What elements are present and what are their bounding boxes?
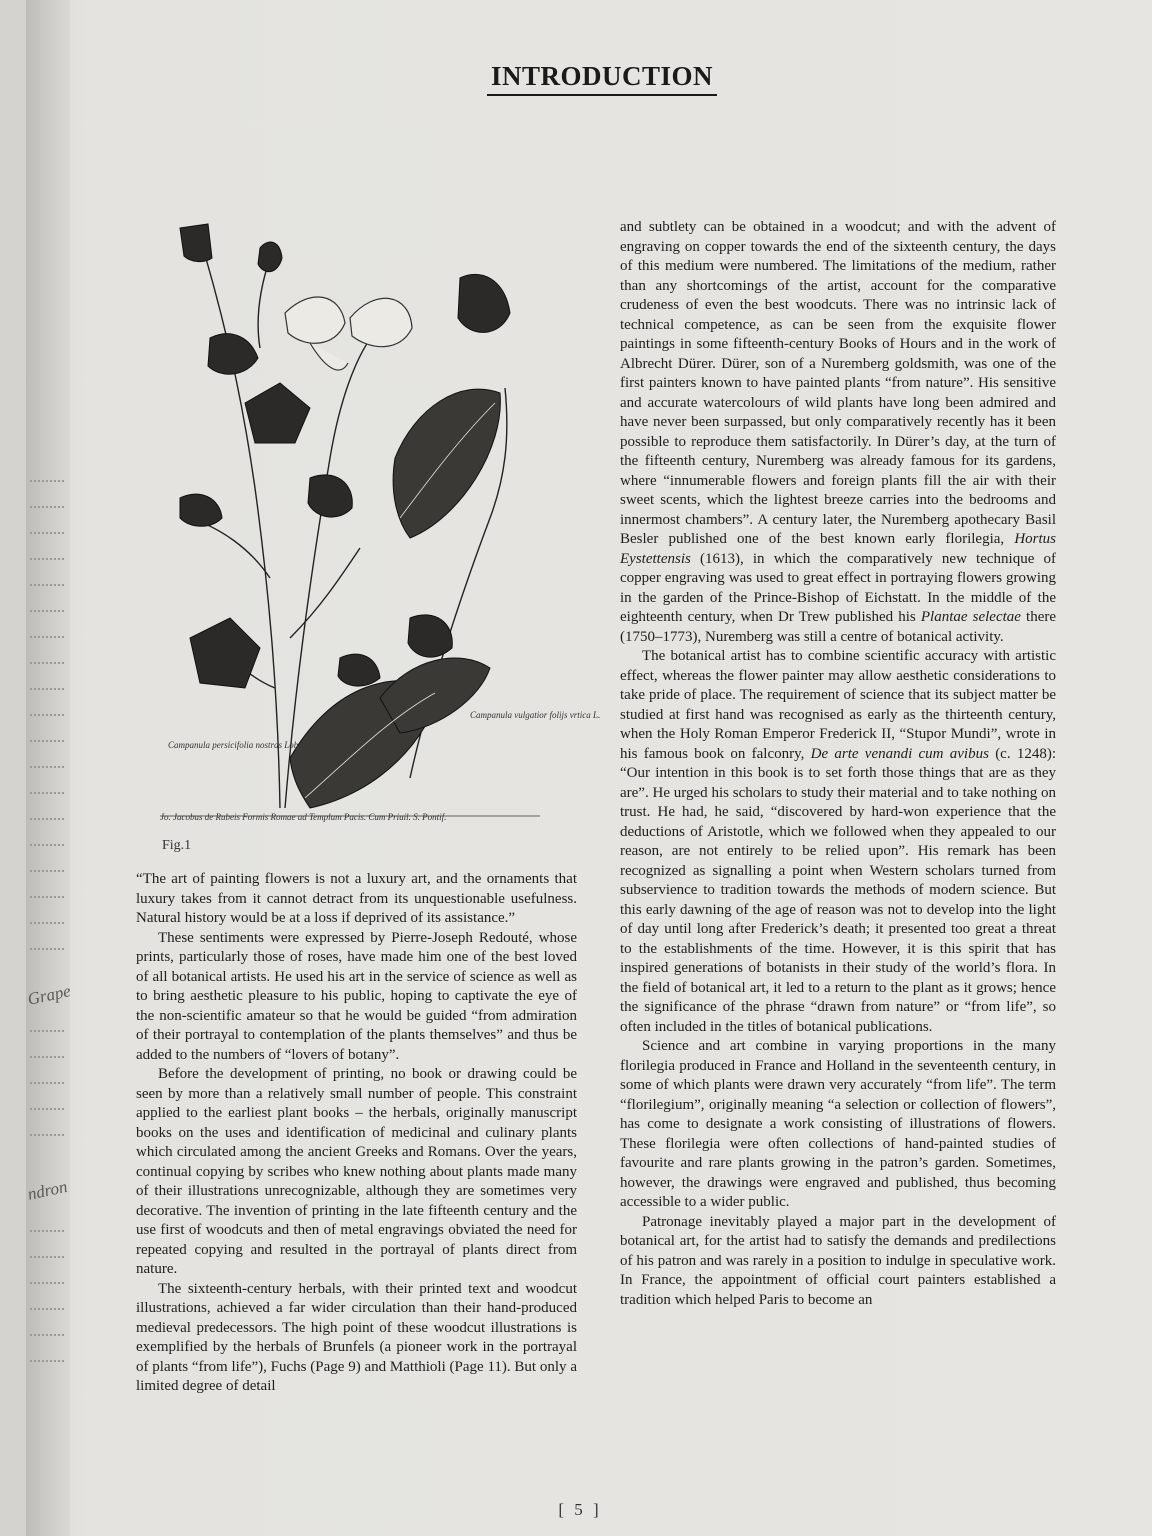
bell-flower bbox=[338, 654, 380, 686]
dotted-leader bbox=[30, 1230, 64, 1232]
bell-flower bbox=[180, 494, 222, 526]
dotted-leader bbox=[30, 1108, 64, 1110]
caption-right: Campanula vulgatior folijs vrtica L. bbox=[470, 710, 601, 720]
facing-page-edge bbox=[25, 0, 73, 1536]
right-text-column bbox=[620, 218, 1056, 1310]
stem bbox=[290, 548, 360, 638]
plate-credit-line: Jo. Jacobus de Rubeis Formis Romae ad Templum Pacis. Cum Priuil. S. Pontif. bbox=[160, 812, 447, 822]
bell-flower bbox=[308, 475, 352, 517]
dotted-leader bbox=[30, 1082, 64, 1084]
dotted-leader bbox=[30, 584, 64, 586]
dotted-leader bbox=[30, 870, 64, 872]
edge-fragment-ndron: ndron bbox=[25, 1176, 69, 1204]
dotted-leader bbox=[30, 818, 64, 820]
paragraph-quote: “The art of painting flowers is not a luxury art, and the ornaments that luxury takes from it cannot detract from its unquestionable usefulness. Natural history would be at a loss if deprived of its assistance.” bbox=[136, 871, 577, 926]
page-title: INTRODUCTION bbox=[487, 58, 717, 96]
book-title: De arte venandi cum avibus bbox=[810, 745, 989, 762]
butterfly-body bbox=[310, 343, 348, 370]
dotted-leader bbox=[30, 480, 64, 482]
star-flower bbox=[190, 618, 260, 688]
stem bbox=[190, 518, 270, 578]
butterfly-wing bbox=[285, 297, 345, 343]
bud bbox=[258, 242, 282, 272]
bell-flower bbox=[408, 615, 452, 657]
leaf bbox=[380, 658, 490, 733]
bell-flower bbox=[208, 334, 258, 374]
book-title: Hortus Eystettensis bbox=[620, 531, 1057, 567]
dotted-leader bbox=[30, 662, 64, 664]
paragraph: The sixteenth-century herbals, with their printed text and woodcut illustrations, achieved a far wider circulation than their hand-produced medieval predecessors. The high point of these woodcut illustrations is exemplified by the herbals of Brunfels (a pioneer work in the portrayal of plants “from life”), Fuchs (Page 9) and Matthioli (Page 11). But only a limited degree of detail bbox=[136, 1280, 577, 1394]
text-run: The botanical artist has to combine scientific accuracy with artistic effect, whereas the flower painter may allow aesthetic considerations to take pride of place. The requirement of science that its subject matter be studied at first hand was recognised as early as the thirteenth century, when the Holy Roman Emperor Frederick II, “Stupor Mundi”, wrote in his famous book on falconry, bbox=[620, 648, 1056, 762]
paragraph: Science and art combine in varying proportions in the many florilegia produced in France and Holland in the seventeenth century, in some of which plants were drawn very accurately “from life”. The term “florilegium”, originally meaning “a selection or collection of flowers”, has come to designate a work consisting of illustrations of flowers. These florilegia were often collections of hand-painted studies of favourite and rare plants growing in the patron’s garden. Sometimes, however, the drawings were engraved and published, thus becoming accessible to a wider public. bbox=[620, 1038, 1056, 1210]
text-run: and subtlety can be obtained in a woodcut; and with the advent of engraving on copper towards the end of the sixteenth century, the days of this medium were numbered. The limitations of the medium, rather than any shortcomings of the artist, account for the comparative crudeness of even the best woodcuts. There was no intrinsic lack of technical competence, as can be seen from the exquisite flower paintings in some fifteenth-century Books of Hours and in the work of Albrecht Dürer. Dürer, son of a Nuremberg goldsmith, was one of the first painters known to have painted plants “from nature”. His sensitive and accurate watercolours of wild plants have long been admired and have never been surpassed, but only comparatively recently has it been possible to reproduce them satisfactorily. In Dürer’s day, at the turn of the fifteenth century, Nuremberg was already famous for its gardens, where “innumerable flowers and foreign plants fill the air with their sweet scents, which the lightest breeze carries into the bedrooms and innermost chambers”. A century later, the Nuremberg apothecary Basil Besler published one of the best known early florilegia, bbox=[620, 219, 1056, 547]
dotted-leader bbox=[30, 948, 64, 950]
dotted-leader bbox=[30, 1134, 64, 1136]
campanula-illustration bbox=[160, 218, 601, 823]
bell-flower bbox=[458, 274, 510, 332]
dotted-leader bbox=[30, 792, 64, 794]
dotted-leader bbox=[30, 532, 64, 534]
dotted-leader bbox=[30, 1334, 64, 1336]
dotted-leader bbox=[30, 558, 64, 560]
bud bbox=[180, 224, 212, 262]
text-run: (c. 1248): “Our intention in this book is to set forth those things that are as they are”. He urged his scholars to study their material and to take nothing on trust. He had, he said, “discovered by hard-won experience that the deductions of Aristotle, which we followed when they appealed to our reason, are not entirely to be relied upon”. His remark has been recognized as signalling a point when Western scholars turned from subservience to tradition towards the methods of modern science. But this early dawning of the age of reason was not to develop into the light of day until long after Frederick’s death; it presented too great a threat to the establishments of the time. However, it is this spirit that has inspired generations of botanists in their study of the world’s flora. In the field of botanical art, it led to a return to the plant as it grows; hence the significance of the phrase “drawn from nature” or “from life”, so often included in the titles of botanical publications. bbox=[620, 745, 1056, 1035]
dotted-leader bbox=[30, 1360, 64, 1362]
dotted-leader bbox=[30, 636, 64, 638]
paragraph bbox=[620, 218, 1056, 647]
book-title: Plantae selectae bbox=[920, 609, 1021, 625]
dotted-leader bbox=[30, 506, 64, 508]
dotted-leader bbox=[30, 740, 64, 742]
dotted-leader bbox=[30, 1056, 64, 1058]
botanical-engraving bbox=[160, 218, 601, 823]
text-run: there (1750–1773), Nuremberg was still a centre of botanical activity. bbox=[620, 609, 1057, 645]
paragraph: These sentiments were expressed by Pierre-Joseph Redouté, whose prints, particularly those of roses, have made him one of the best loved of all botanical artists. He used his art in the service of science as well as to bring aesthetic pleasure to his public, hoping to captivate the eye of the non-scientific amateur so that he would be guided “from admiration of their portrayal to contemplation of the plants themselves” and thus be added to the numbers of “lovers of botany”. bbox=[136, 929, 577, 1063]
nettle-leaf bbox=[393, 389, 500, 538]
paragraph: Patronage inevitably played a major part in the development of botanical art, for the artist had to satisfy the demands and predilections of his patron and was rarely in a position to indulge in speculative work. In France, the appointment of official court painters established a tradition which helped Paris to become an bbox=[620, 1213, 1056, 1308]
dotted-leader bbox=[30, 1030, 64, 1032]
butterfly-wing bbox=[350, 298, 412, 346]
dotted-leader bbox=[30, 1256, 64, 1258]
dotted-leader bbox=[30, 1308, 64, 1310]
paragraph bbox=[620, 647, 1056, 1037]
star-flower bbox=[245, 383, 310, 443]
dotted-leader bbox=[30, 610, 64, 612]
dotted-leader bbox=[30, 844, 64, 846]
dotted-leader bbox=[30, 688, 64, 690]
caption-left: Campanula persicifolia nostras Lob. bbox=[168, 740, 301, 750]
paragraph: Before the development of printing, no book or drawing could be seen by more than a relatively small number of people. This constraint applied to the earliest plant books – the herbals, originally manuscript books on the uses and identification of medicinal and culinary plants which circulated among the ancient Greeks and Romans. Over the years, continual copying by scribes who knew nothing about plants made many of their illustrations unrecognizable, although they are sometimes very decorative. The invention of printing in the late fifteenth century and the use first of woodcuts and then of metal engravings obviated the need for repeated copying and resulted in the portrayal of plants direct from nature. bbox=[136, 1066, 577, 1277]
edge-fragment-grape: Grape bbox=[25, 981, 73, 1009]
dotted-leader bbox=[30, 896, 64, 898]
figure-label: Fig.1 bbox=[162, 838, 192, 853]
text-run: (1613), in which the comparatively new technique of copper engraving was used to great effect in portraying flowers growing in the garden of the Prince-Bishop of Eichstatt. In the middle of the eighteenth century, when Dr Trew published his bbox=[620, 550, 1057, 625]
dotted-leader bbox=[30, 922, 64, 924]
dotted-leader bbox=[30, 714, 64, 716]
dotted-leader bbox=[30, 766, 64, 768]
dotted-leader bbox=[30, 1282, 64, 1284]
page-number: [ 5 ] bbox=[558, 1500, 602, 1519]
left-text-column bbox=[136, 870, 577, 1397]
